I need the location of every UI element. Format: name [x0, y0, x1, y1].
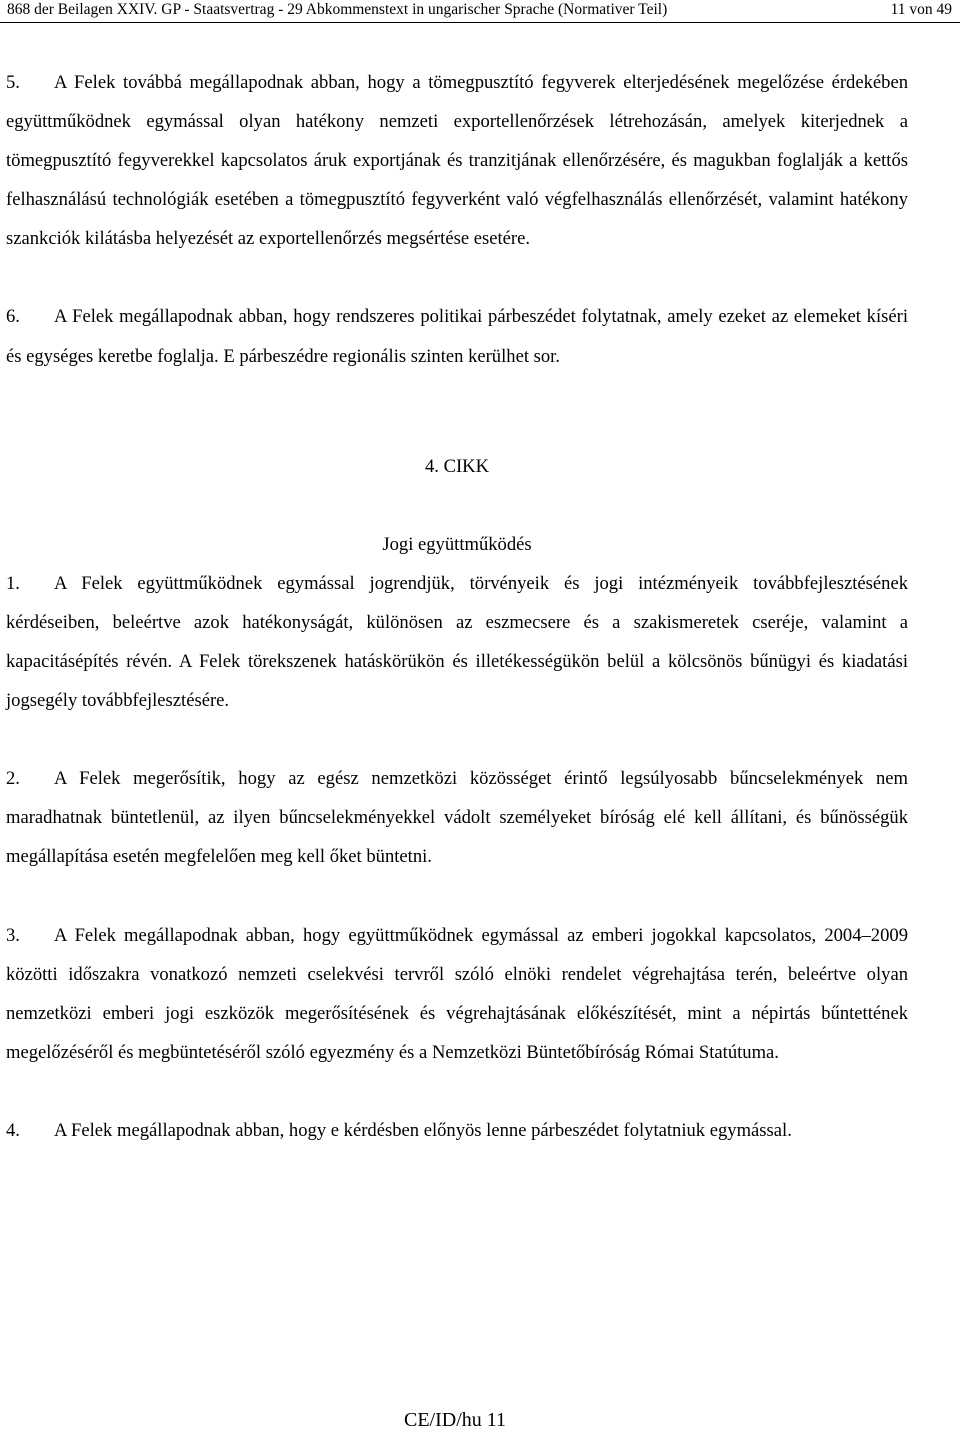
paragraph-number: 1.	[6, 572, 20, 594]
paragraph-text: A Felek megerősítik, hogy az egész nemzetközi közösséget érintő legsúlyosabb bűncselekmények nem maradhatnak büntetlenül, az ilyen bűncselekményekkel vádolt személyeket bíróság elé kell állítani, és bűnösségük megállapítása esetén megfelelően meg kell őket büntetni.	[6, 768, 908, 868]
article-number: 4. CIKK	[424, 455, 490, 477]
document-body	[6, 63, 908, 1150]
paragraph-5	[6, 63, 908, 258]
paragraph-number: 2.	[6, 768, 20, 790]
paragraph-text: A Felek továbbá megállapodnak abban, hogy a tömegpusztító fegyverek elterjedésének megelőzése érdekében együttműködnek egymással olyan hatékony nemzeti exportellenőrzések létrehozásán, amelyek kiterjednek a tömegpusztító fegyverekkel kapcsolatos áruk exportjának és tranzitjának ellenőrzésére, és magukban foglalják a kettős felhasználású technológiák esetében a tömegpusztító fegyverként való végfelhasználás ellenőrzését, valamint hatékony szankciók kilátásba helyezését az exportellenőrzés megsértése esetére.	[6, 72, 908, 250]
page-footer: CE/ID/hu 11	[403, 1409, 507, 1431]
article-paragraph-3	[6, 916, 908, 1072]
page-header	[0, 0, 960, 23]
article-title: Jogi együttműködés	[382, 533, 532, 555]
article-paragraph-4	[6, 1111, 908, 1150]
article-paragraph-1	[6, 564, 908, 720]
paragraph-text: A Felek megállapodnak abban, hogy e kérdésben előnyös lenne párbeszédet folytatniuk egymással.	[54, 1119, 792, 1141]
paragraph-text: A Felek megállapodnak abban, hogy rendszeres politikai párbeszédet folytatnak, amely ezeket az elemeket kíséri és egységes keretbe foglalja. E párbeszédre regionális szinten kerülhet sor.	[6, 306, 908, 367]
header-page-count: 11 von 49	[890, 1, 952, 18]
paragraph-text: A Felek együttműködnek egymással jogrendjük, törvényeik és jogi intézményeik továbbfejlesztésének kérdéseiben, beleértve azok hatékonyságát, különösen az eszmecsere és a szakismeretek cseréje, valamint a kapacitásépítés révén. A Felek törekszenek hatáskörükön és illetékességükön belül a kölcsönös bűnügyi és kiadatási jogsegély továbbfejlesztésére.	[6, 572, 908, 712]
header-title: 868 der Beilagen XXIV. GP - Staatsvertrag - 29 Abkommenstext in ungarischer Sprache (Normativer Teil)	[7, 1, 668, 18]
paragraph-text: A Felek megállapodnak abban, hogy együttműködnek egymással az emberi jogokkal kapcsolatos, 2004–2009 közötti időszakra vonatkozó nemzeti cselekvési tervről szóló elnöki rendelet végrehajtása terén, beleértve olyan nemzetközi emberi jogi eszközök megerősítésének és végrehajtásának előkészítését, mint a népirtás bűntettének megelőzéséről és megbüntetéséről szóló egyezmény és a Nemzetközi Büntetőbíróság Római Statútuma.	[6, 924, 908, 1063]
paragraph-number: 4.	[6, 1119, 20, 1141]
paragraph-number: 5.	[6, 72, 20, 93]
paragraph-number: 3.	[6, 924, 20, 946]
paragraph-6	[6, 297, 908, 375]
paragraph-number: 6.	[6, 306, 20, 328]
article-paragraph-2	[6, 759, 908, 876]
